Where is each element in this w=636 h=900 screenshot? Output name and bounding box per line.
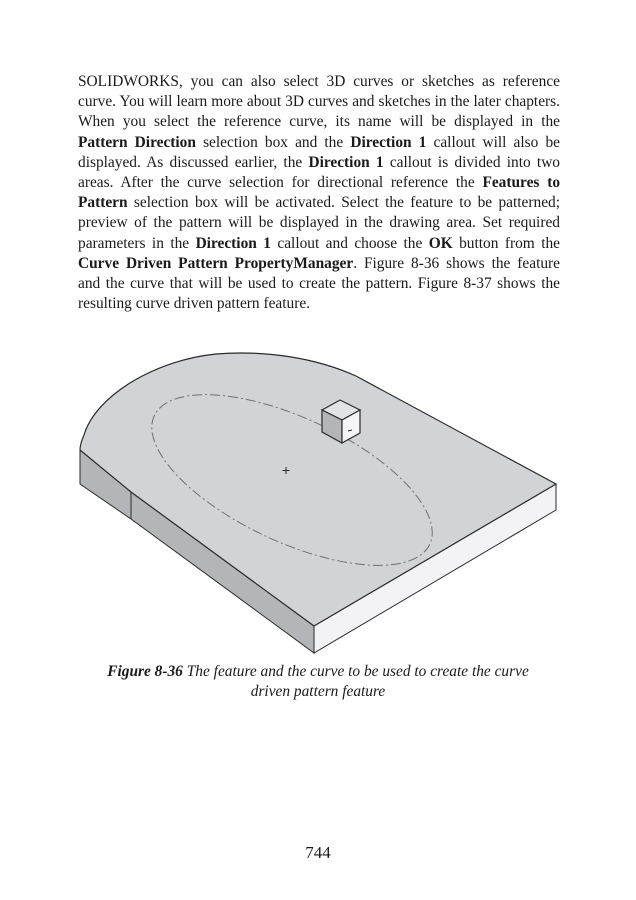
bold-term: Features to Pattern	[78, 174, 561, 212]
text-run: SOLIDWORKS, you can also select 3D curves or sketches as reference curve. You will learn more about 3D curves and sketches in the later chapters. When you select the reference curve, its name will be displayed in the	[78, 73, 560, 131]
text-run: . Figure 8-36 shows the feature and the curve that will be used to create the pattern. Figure 8-37 shows the resulting curve driven pattern feature.	[78, 254, 561, 313]
body-paragraph	[78, 72, 560, 314]
base-plate-top-face	[80, 353, 556, 626]
bold-term: Pattern Direction	[78, 133, 196, 151]
text-run: button from the	[452, 234, 560, 252]
text-run: selection box and the	[195, 133, 351, 151]
text-run: callout is divided into two areas. After the curve selection for directional reference the	[78, 153, 560, 192]
text-run: callout will also be displayed. As discussed earlier, the	[78, 133, 560, 171]
figure-label: Figure 8-36	[107, 663, 183, 680]
curve-driven-pattern-model	[76, 340, 560, 655]
bold-term: Direction 1	[350, 133, 427, 151]
figure-caption	[90, 662, 546, 702]
text-run: selection box will be activated. Select the feature to be patterned; preview of the pattern will be displayed in the drawing area. Set required parameters in the	[78, 194, 560, 252]
bold-term: Direction 1	[308, 153, 384, 171]
bold-term: Direction 1	[195, 234, 271, 252]
page-number: 744	[305, 843, 331, 862]
bold-term: Curve Driven Pattern PropertyManager	[78, 254, 354, 272]
bold-term: OK	[428, 234, 453, 252]
figure-8-36	[76, 340, 560, 655]
figure-caption-text: The feature and the curve to be used to create the curve driven pattern feature	[182, 663, 529, 700]
text-run: callout and choose the	[270, 234, 429, 252]
